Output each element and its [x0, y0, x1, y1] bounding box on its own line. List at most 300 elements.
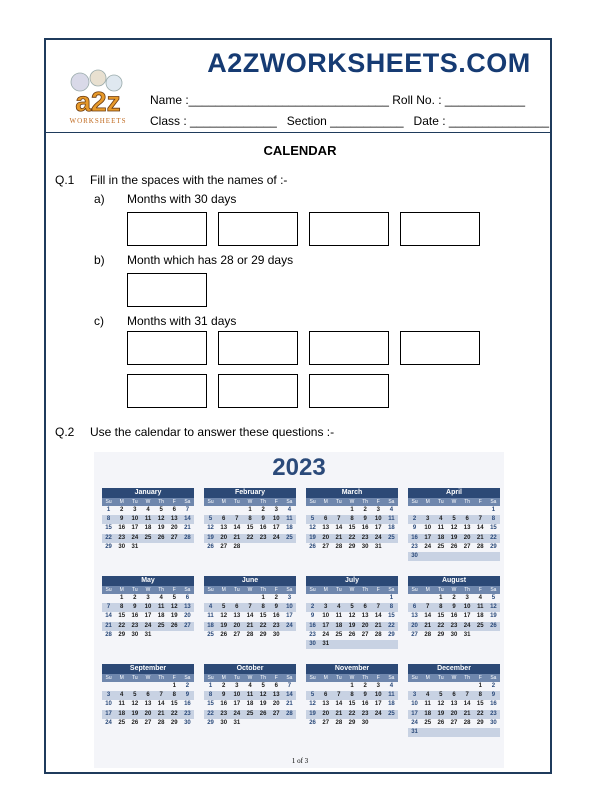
week-row — [204, 691, 296, 700]
day-cell: 17 — [374, 525, 382, 532]
week-row — [408, 700, 500, 709]
day-cell: 16 — [361, 525, 369, 532]
weekday-label: W — [451, 587, 457, 593]
week-row — [408, 552, 500, 561]
day-cell: 2 — [274, 595, 278, 601]
day-cell: 26 — [450, 543, 458, 550]
weekday-label: Tu — [438, 499, 444, 505]
day-cell: 20 — [170, 525, 178, 532]
weekday-label: F — [274, 499, 278, 505]
day-cell: 8 — [106, 516, 111, 523]
day-cell: 21 — [233, 534, 241, 541]
day-cell: 17 — [374, 701, 382, 708]
calendar-year: 2023 — [272, 454, 326, 481]
day-cell — [332, 682, 345, 691]
day-cell: 11 — [118, 701, 125, 708]
day-cell: 26 — [259, 710, 267, 717]
day-cell: 3 — [287, 595, 292, 601]
day-cell: 23 — [411, 543, 418, 550]
day-cell — [217, 594, 230, 603]
weekday-label: Tu — [336, 499, 342, 505]
day-cell: 18 — [335, 622, 343, 629]
day-cell: 18 — [118, 710, 126, 717]
day-cell — [217, 506, 230, 515]
day-cell — [306, 682, 319, 691]
week-row — [306, 524, 398, 533]
day-cell: 19 — [348, 622, 356, 629]
day-cell: 9 — [491, 692, 496, 699]
day-cell — [447, 728, 460, 737]
weekday-label: Su — [207, 587, 214, 593]
day-cell — [155, 682, 168, 691]
day-cell: 30 — [184, 719, 191, 726]
day-cell: 22 — [207, 710, 214, 717]
day-cell: 8 — [172, 692, 176, 699]
week-row — [408, 524, 500, 533]
day-cell: 17 — [144, 613, 152, 620]
month-january — [102, 488, 194, 552]
day-cell: 18 — [388, 701, 395, 708]
answer-box-a4[interactable] — [400, 212, 480, 246]
answer-box-c2[interactable] — [218, 331, 298, 365]
weekday-header — [408, 674, 500, 682]
day-cell: 20 — [322, 710, 330, 717]
day-cell: 27 — [144, 719, 152, 726]
day-cell: 26 — [220, 631, 228, 638]
day-cell: 21 — [463, 710, 471, 717]
weekday-label: W — [247, 499, 253, 505]
day-cell: 27 — [411, 631, 418, 638]
weekday-label: F — [172, 675, 176, 681]
week-row — [408, 515, 500, 524]
day-cell: 14 — [424, 613, 432, 620]
month-september — [102, 664, 194, 728]
day-cell — [204, 506, 217, 515]
logo-text: a2z — [75, 86, 121, 117]
week-row — [408, 534, 500, 543]
page-number: 1 of 3 — [291, 757, 309, 765]
day-cell: 19 — [220, 622, 228, 629]
day-cell: 9 — [133, 604, 137, 611]
day-cell: 19 — [259, 701, 267, 708]
q1-number: Q.1 — [55, 173, 75, 187]
day-cell — [385, 640, 398, 649]
day-cell: 17 — [463, 613, 471, 620]
day-cell: 29 — [105, 543, 112, 550]
week-row — [408, 710, 500, 719]
day-cell — [306, 506, 319, 515]
answer-box-c7[interactable] — [309, 374, 389, 408]
day-cell: 9 — [363, 692, 367, 699]
day-cell: 6 — [222, 516, 226, 523]
day-cell: 7 — [465, 692, 469, 699]
day-cell — [447, 682, 460, 691]
weekday-label: Su — [207, 499, 214, 505]
weekday-label: W — [349, 587, 355, 593]
month-august — [408, 576, 500, 640]
weekday-label: Su — [207, 675, 214, 681]
name-roll-line: Name :______________________________ Roll No. : ____________ — [150, 93, 525, 107]
day-cell: 13 — [361, 613, 369, 620]
day-cell: 28 — [246, 631, 254, 638]
day-cell: 18 — [388, 525, 395, 532]
weekday-label: F — [376, 675, 380, 681]
month-name: January — [102, 488, 194, 498]
month-name: February — [204, 488, 296, 498]
day-cell: 10 — [424, 525, 432, 532]
day-cell: 16 — [131, 613, 139, 620]
day-cell: 28 — [233, 543, 241, 550]
day-cell: 18 — [144, 525, 152, 532]
day-cell: 2 — [363, 683, 367, 689]
day-cell: 7 — [478, 516, 482, 523]
month-name: September — [102, 664, 194, 674]
weekday-header — [306, 586, 398, 594]
day-cell: 8 — [491, 516, 496, 523]
day-cell — [447, 552, 460, 561]
day-cell: 4 — [120, 692, 124, 699]
weekday-label: F — [478, 587, 482, 593]
day-cell: 30 — [309, 640, 316, 647]
day-cell: 1 — [172, 683, 176, 689]
weekday-header — [306, 674, 398, 682]
day-cell — [243, 543, 256, 552]
day-cell: 24 — [286, 622, 293, 629]
day-cell: 27 — [463, 543, 471, 550]
day-cell — [270, 543, 283, 552]
weekday-label: Su — [105, 587, 112, 593]
day-cell: 13 — [463, 525, 471, 532]
day-cell — [243, 719, 256, 728]
day-cell: 13 — [144, 701, 152, 708]
day-cell: 15 — [437, 613, 445, 620]
day-cell: 24 — [463, 622, 471, 629]
day-cell: 19 — [450, 534, 458, 541]
day-cell: 26 — [437, 719, 445, 726]
day-cell: 8 — [389, 604, 394, 611]
day-cell: 26 — [170, 622, 178, 629]
day-cell: 22 — [170, 710, 178, 717]
day-cell: 30 — [361, 543, 369, 550]
weekday-label: Sa — [388, 499, 395, 505]
day-cell: 10 — [374, 692, 382, 699]
day-cell — [257, 543, 270, 552]
day-cell: 3 — [106, 692, 111, 699]
weekday-label: Su — [309, 675, 316, 681]
day-cell: 21 — [476, 534, 484, 541]
weekday-label: W — [145, 587, 151, 593]
weekday-label: Sa — [184, 675, 191, 681]
day-cell: 12 — [309, 701, 316, 708]
day-cell — [461, 728, 474, 737]
weekday-label: Su — [309, 499, 316, 505]
day-cell: 7 — [248, 604, 252, 611]
day-cell: 19 — [309, 710, 316, 717]
q2-number: Q.2 — [55, 425, 75, 439]
q1a-label: a) — [94, 192, 105, 206]
answer-box-c6[interactable] — [218, 374, 298, 408]
day-cell: 9 — [261, 516, 265, 523]
day-cell: 28 — [335, 543, 343, 550]
week-row — [306, 682, 398, 691]
day-cell: 26 — [348, 631, 356, 638]
week-row — [204, 534, 296, 543]
day-cell: 16 — [272, 613, 280, 620]
day-cell: 17 — [233, 701, 241, 708]
day-cell: 10 — [286, 604, 293, 611]
week-row — [408, 719, 500, 728]
week-row — [204, 603, 296, 612]
day-cell — [168, 631, 181, 640]
day-cell: 4 — [337, 604, 341, 611]
day-cell: 20 — [272, 701, 280, 708]
day-cell — [487, 631, 500, 640]
weekday-label: Tu — [132, 587, 138, 593]
weekday-label: Th — [158, 499, 165, 505]
weekday-header — [102, 498, 194, 506]
day-cell: 27 — [233, 631, 241, 638]
day-cell — [181, 543, 194, 552]
day-cell — [487, 728, 500, 737]
day-cell: 25 — [437, 543, 445, 550]
day-cell: 11 — [388, 692, 395, 699]
week-row — [102, 631, 194, 640]
answer-box-a1[interactable] — [127, 212, 207, 246]
day-cell — [141, 682, 154, 691]
day-cell: 4 — [146, 507, 150, 513]
day-cell — [372, 594, 385, 603]
weekday-label: F — [172, 499, 176, 505]
weekday-label: Sa — [388, 587, 395, 593]
day-cell: 22 — [437, 622, 445, 629]
day-cell: 25 — [476, 622, 484, 629]
weekday-label: Tu — [132, 499, 138, 505]
weekday-label: Th — [362, 675, 369, 681]
weekday-label: M — [119, 587, 124, 593]
day-cell — [332, 640, 345, 649]
day-cell: 27 — [184, 622, 191, 629]
answer-box-a2[interactable] — [218, 212, 298, 246]
day-cell: 7 — [159, 692, 163, 699]
answer-box-c4[interactable] — [400, 331, 480, 365]
day-cell: 5 — [491, 595, 496, 601]
weekday-label: Tu — [234, 499, 240, 505]
day-cell: 20 — [361, 622, 369, 629]
day-cell: 7 — [337, 516, 341, 523]
day-cell: 6 — [452, 692, 456, 699]
week-row — [102, 534, 194, 543]
day-cell: 22 — [259, 622, 267, 629]
day-cell — [128, 682, 141, 691]
day-cell: 7 — [185, 507, 190, 513]
week-row — [102, 524, 194, 533]
weekday-label: M — [323, 587, 328, 593]
weekday-label: Tu — [132, 675, 138, 681]
day-cell: 1 — [261, 595, 265, 601]
answer-box-b1[interactable] — [127, 273, 207, 307]
weekday-label: Sa — [490, 587, 497, 593]
week-row — [102, 594, 194, 603]
day-cell: 23 — [490, 710, 497, 717]
day-cell: 12 — [437, 701, 445, 708]
week-row — [306, 612, 398, 621]
day-cell: 6 — [412, 604, 417, 611]
day-cell — [461, 552, 474, 561]
day-cell: 28 — [424, 631, 432, 638]
day-cell: 9 — [222, 692, 226, 699]
day-cell: 1 — [389, 595, 394, 601]
answer-box-c1[interactable] — [127, 331, 207, 365]
day-cell: 3 — [146, 595, 150, 601]
day-cell: 19 — [157, 525, 165, 532]
weekday-header — [204, 498, 296, 506]
day-cell: 13 — [170, 516, 178, 523]
month-name: July — [306, 576, 398, 586]
day-cell: 16 — [118, 525, 126, 532]
day-cell: 15 — [388, 613, 395, 620]
weekday-label: Th — [260, 587, 267, 593]
day-cell: 23 — [361, 710, 369, 717]
day-cell: 17 — [286, 613, 293, 620]
day-cell: 22 — [388, 622, 395, 629]
day-cell — [230, 506, 243, 515]
weekday-label: F — [478, 675, 482, 681]
day-cell: 19 — [207, 534, 214, 541]
q1b-label: b) — [94, 253, 105, 267]
day-cell: 11 — [144, 516, 152, 523]
day-cell: 10 — [411, 701, 418, 708]
answer-box-a3[interactable] — [309, 212, 389, 246]
day-cell: 9 — [363, 516, 367, 523]
weekday-label: Sa — [286, 587, 293, 593]
day-cell: 25 — [157, 622, 165, 629]
day-cell: 19 — [490, 613, 497, 620]
day-cell: 7 — [376, 604, 380, 611]
day-cell: 27 — [322, 719, 330, 726]
day-cell: 22 — [118, 622, 126, 629]
weekday-header — [204, 586, 296, 594]
day-cell: 6 — [235, 604, 239, 611]
weekday-label: Th — [464, 675, 471, 681]
day-cell: 24 — [233, 710, 241, 717]
week-row — [306, 631, 398, 640]
day-cell: 27 — [450, 719, 458, 726]
day-cell — [461, 682, 474, 691]
day-cell — [306, 594, 319, 603]
day-cell — [447, 506, 460, 515]
day-cell: 30 — [272, 631, 280, 638]
week-row — [204, 515, 296, 524]
day-cell: 26 — [131, 719, 139, 726]
day-cell — [487, 552, 500, 561]
day-cell: 19 — [437, 710, 445, 717]
day-cell: 18 — [207, 622, 214, 629]
day-cell: 28 — [157, 719, 165, 726]
day-cell: 14 — [184, 516, 191, 523]
day-cell: 22 — [348, 534, 356, 541]
day-cell — [434, 506, 447, 515]
day-cell: 9 — [412, 525, 417, 532]
day-cell — [319, 594, 332, 603]
weekday-label: Su — [411, 499, 418, 505]
week-row — [102, 719, 194, 728]
day-cell: 21 — [246, 622, 254, 629]
day-cell: 24 — [374, 534, 382, 541]
day-cell: 16 — [450, 613, 458, 620]
day-cell: 2 — [222, 683, 226, 689]
day-cell: 20 — [220, 534, 228, 541]
day-cell — [474, 506, 487, 515]
day-cell: 15 — [105, 525, 112, 532]
day-cell: 31 — [411, 728, 418, 735]
week-row — [204, 612, 296, 621]
day-cell: 14 — [246, 613, 254, 620]
day-cell: 14 — [374, 613, 382, 620]
day-cell: 26 — [309, 543, 316, 550]
day-cell: 11 — [157, 604, 165, 611]
weekday-label: Tu — [438, 587, 444, 593]
day-cell: 23 — [131, 622, 139, 629]
day-cell: 2 — [412, 516, 417, 523]
week-row — [408, 612, 500, 621]
q1c-text: Months with 31 days — [127, 314, 237, 328]
month-april — [408, 488, 500, 561]
day-cell: 25 — [424, 719, 432, 726]
weekday-label: M — [425, 675, 430, 681]
day-cell: 30 — [411, 552, 418, 559]
day-cell — [359, 640, 372, 649]
day-cell: 17 — [424, 534, 432, 541]
day-cell: 12 — [309, 525, 316, 532]
day-cell: 10 — [374, 516, 382, 523]
weekday-label: Sa — [490, 675, 497, 681]
day-cell: 23 — [272, 622, 280, 629]
day-cell: 5 — [310, 516, 315, 523]
day-cell: 4 — [478, 595, 482, 601]
week-row — [306, 710, 398, 719]
day-cell: 31 — [144, 631, 152, 638]
weekday-label: M — [425, 587, 430, 593]
day-cell: 11 — [424, 701, 431, 708]
weekday-label: F — [172, 587, 176, 593]
day-cell: 3 — [376, 507, 380, 513]
day-cell — [421, 552, 434, 561]
day-cell: 25 — [207, 631, 214, 638]
answer-box-c5[interactable] — [127, 374, 207, 408]
day-cell: 15 — [207, 701, 214, 708]
day-cell: 29 — [118, 631, 126, 638]
day-cell: 26 — [490, 622, 497, 629]
day-cell: 29 — [207, 719, 214, 726]
day-cell: 9 — [185, 692, 190, 699]
day-cell: 25 — [246, 710, 254, 717]
weekday-label: M — [221, 587, 226, 593]
day-cell: 12 — [348, 613, 356, 620]
day-cell — [332, 506, 345, 515]
answer-box-c3[interactable] — [309, 331, 389, 365]
day-cell: 6 — [465, 516, 469, 523]
day-cell: 11 — [207, 613, 214, 620]
day-cell: 21 — [157, 710, 165, 717]
week-row — [204, 682, 296, 691]
week-row — [102, 506, 194, 515]
day-cell: 31 — [131, 543, 139, 550]
week-row — [204, 700, 296, 709]
day-cell: 5 — [261, 683, 265, 689]
day-cell: 3 — [274, 507, 278, 513]
day-cell: 31 — [463, 631, 471, 638]
day-cell — [434, 728, 447, 737]
